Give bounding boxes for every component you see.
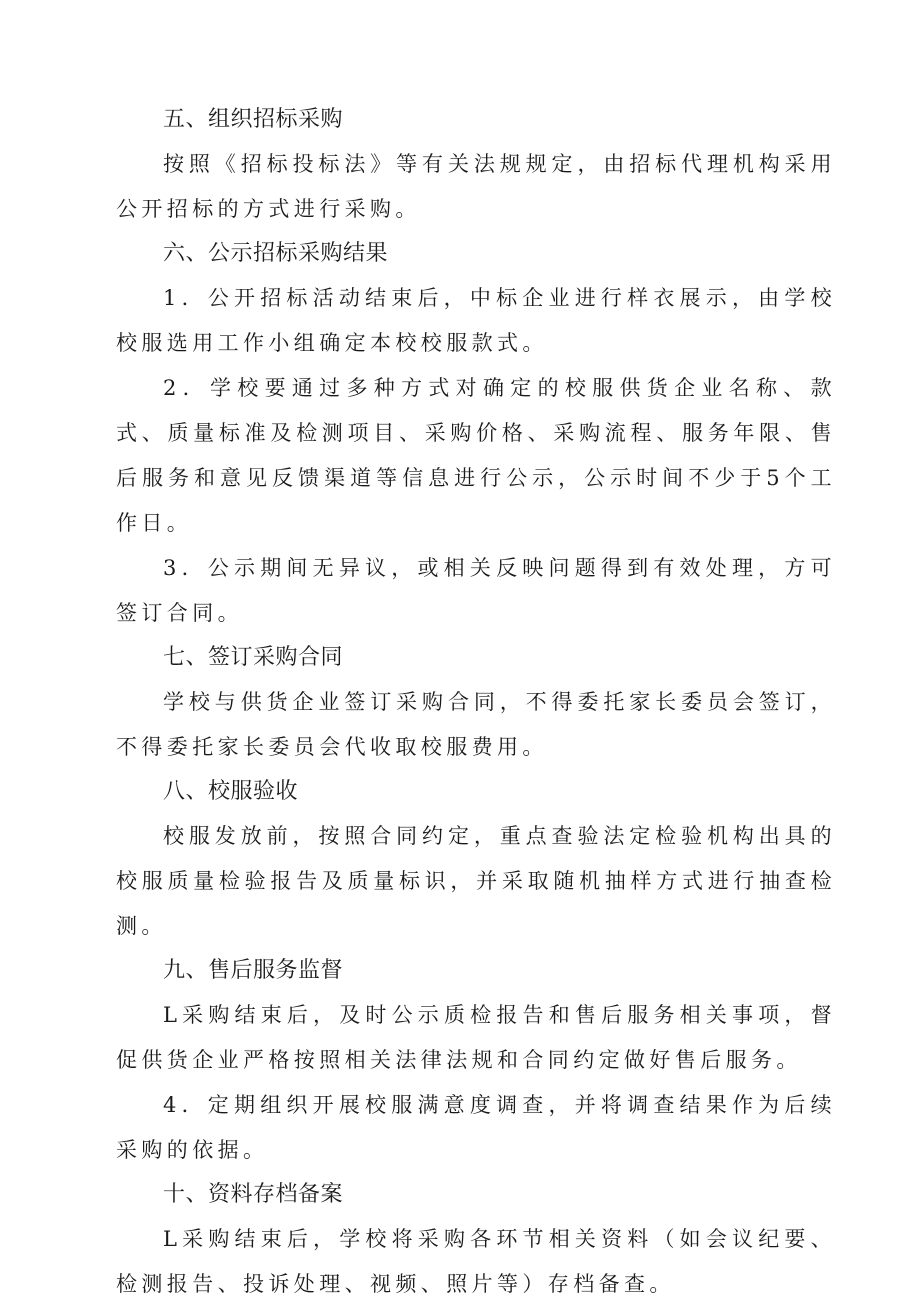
section-heading: 九、售后服务监督 xyxy=(163,958,344,983)
paragraph: 1．公开招标活动结束后，中标企业进行样衣展示，由学校校服选用工作小组确定本校校服款式。 xyxy=(116,286,836,355)
paragraph: 校服发放前，按照合同约定，重点查验法定检验机构出具的校服质量检验报告及质量标识，并采取随机抽样方式进行抽查检测。 xyxy=(116,824,836,938)
section-sign-contract xyxy=(116,636,836,770)
section-uniform-acceptance xyxy=(116,770,836,949)
paragraph: 2．学校要通过多种方式对确定的校服供货企业名称、款式、质量标准及检测项目、采购价格、采购流程、服务年限、售后服务和意见反馈渠道等信息进行公示，公示时间不少于5个工作日。 xyxy=(116,376,836,535)
section-heading: 六、公示招标采购结果 xyxy=(163,241,389,266)
section-heading: 十、资料存档备案 xyxy=(163,1182,344,1207)
section-heading: 五、组织招标采购 xyxy=(163,107,344,132)
paragraph: 按照《招标投标法》等有关法规规定，由招标代理机构采用公开招标的方式进行采购。 xyxy=(116,152,836,221)
document-body xyxy=(116,98,836,1307)
section-heading: 七、签订采购合同 xyxy=(163,645,344,670)
paragraph: L采购结束后，学校将采购各环节相关资料（如会议纪要、检测报告、投诉处理、视频、照片等）存档备查。 xyxy=(116,1227,836,1296)
section-archive-records xyxy=(116,1173,836,1307)
section-publicize-results xyxy=(116,232,836,636)
section-organize-tender xyxy=(116,98,836,232)
section-heading: 八、校服验收 xyxy=(163,779,299,804)
paragraph: 3．公示期间无异议，或相关反映问题得到有效处理，方可签订合同。 xyxy=(116,556,836,625)
paragraph: 学校与供货企业签订采购合同，不得委托家长委员会签订，不得委托家长委员会代收取校服费用。 xyxy=(116,690,836,759)
paragraph: 4．定期组织开展校服满意度调查，并将调查结果作为后续采购的依据。 xyxy=(116,1093,836,1162)
paragraph: L采购结束后，及时公示质检报告和售后服务相关事项，督促供货企业严格按照相关法律法规和合同约定做好售后服务。 xyxy=(116,1003,836,1072)
section-after-sales-supervision xyxy=(116,949,836,1173)
